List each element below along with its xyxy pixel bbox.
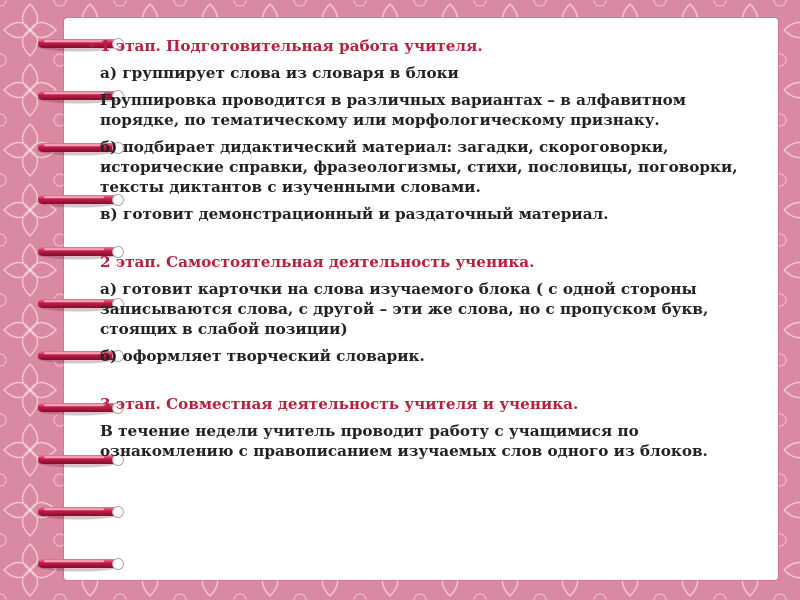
stage1-item-a-detail: Группировка проводится в различных вариантах – в алфавитном порядке, по тематическому или морфологическому признаку. [100,91,686,129]
stage2-item-a: а) готовит карточки на слова изучаемого блока ( с одной стороны записываются слова, с другой – эти же слова, но с пропуском букв, стоящих в слабой позиции) [100,280,709,338]
stage2-item-b: б) оформляет творческий словарик. [100,347,425,365]
stage1-item-c: в) готовит демонстрационный и раздаточный материал. [100,205,609,223]
binding-ring [34,556,124,573]
stage3-text: В течение недели учитель проводит работу с учащимися по ознакомлению с правописанием изучаемых слов одного из блоков. [100,422,708,460]
stage1-item-b: б) подбирает дидактический материал: загадки, скороговорки, исторические справки, фразеологизмы, стихи, пословицы, поговорки, тексты диктантов с изученными словами. [100,138,738,196]
bullet-icon: • [88,38,97,54]
stage1-title: 1 этап. Подготовительная работа учителя. [100,37,483,55]
stage3-title: 3 этап. Совместная деятельность учителя и ученика. [100,395,579,413]
binding-ring [34,504,124,521]
slide-content [88,36,760,461]
stage2-title: 2 этап. Самостоятельная деятельность ученика. [100,253,535,271]
stage1-item-a: а) группирует слова из словаря в блоки [100,64,459,82]
